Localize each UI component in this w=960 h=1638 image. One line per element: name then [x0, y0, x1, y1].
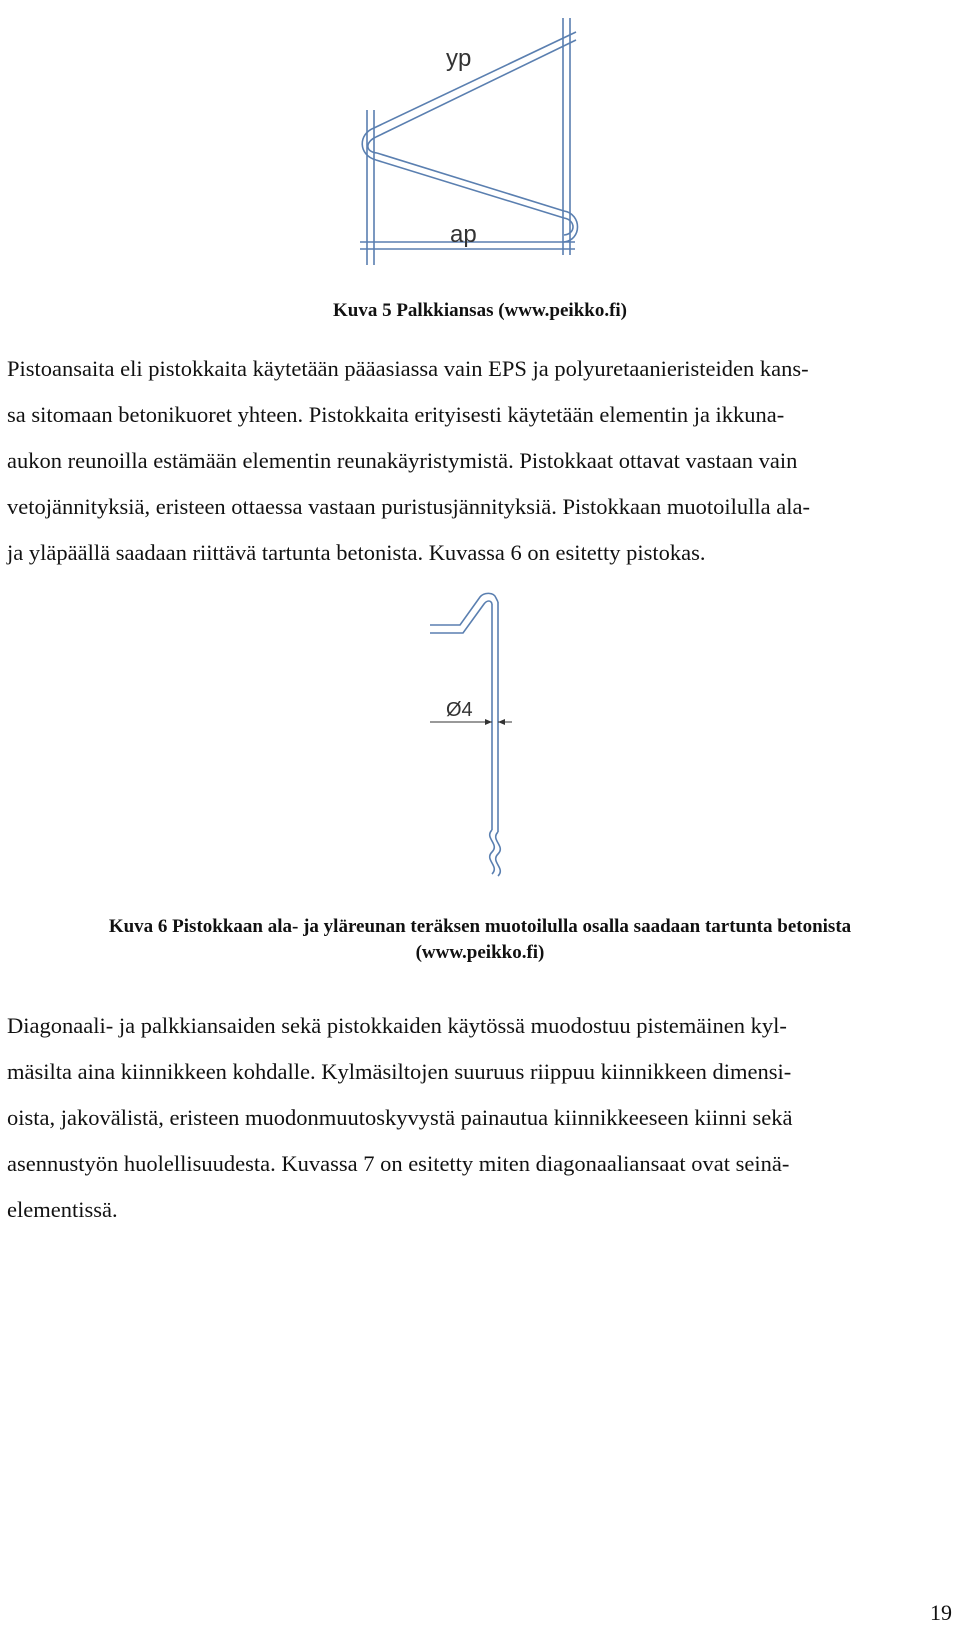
figure-6-caption — [0, 914, 960, 966]
paragraph-2 — [7, 1003, 937, 1233]
figure-6-caption-line-2: (www.peikko.fi) — [415, 942, 545, 963]
paragraph-1 — [7, 346, 937, 576]
text-line: sa sitomaan betonikuoret yhteen. Pistokkaita erityisesti käytetään elementin ja ikkuna- — [7, 402, 785, 427]
text-line: Pistoansaita eli pistokkaita käytetään pääasiassa vain EPS ja polyuretaanieristeiden kans- — [7, 356, 809, 381]
figure-6-pin-drawing — [430, 592, 550, 892]
text-line: Diagonaali- ja palkkiansaiden sekä pistokkaiden käytössä muodostuu pistemäinen kyl- — [7, 1013, 787, 1038]
figure-5-label-ap: ap — [450, 221, 477, 248]
figure-6-dimension-label: Ø4 — [446, 699, 473, 721]
text-line: ja yläpäällä saadaan riittävä tartunta betonista. Kuvassa 6 on esitetty pistokas. — [7, 540, 706, 565]
text-line: asennustyön huolellisuudesta. Kuvassa 7 on esitetty miten diagonaaliansaat ovat seinä- — [7, 1151, 790, 1176]
figure-5-truss-drawing — [350, 10, 590, 270]
figure-5-label-yp: yp — [446, 45, 472, 72]
text-line: elementissä. — [7, 1197, 118, 1222]
text-line: oista, jakovälistä, eristeen muodonmuutoskyvystä painautua kiinnikkeeseen kiinni sekä — [7, 1105, 793, 1130]
page-number: 19 — [930, 1600, 952, 1625]
text-line: mäsilta aina kiinnikkeen kohdalle. Kylmäsiltojen suuruus riippuu kiinnikkeen dimensi- — [7, 1059, 792, 1084]
text-line: aukon reunoilla estämään elementin reunakäyristymistä. Pistokkaat ottavat vastaan vain — [7, 448, 798, 473]
text-line: vetojännityksiä, eristeen ottaessa vastaan puristusjännityksiä. Pistokkaan muotoilulla ala- — [7, 494, 810, 519]
figure-6-caption-line-1: Kuva 6 Pistokkaan ala- ja yläreunan teräksen muotoilulla osalla saadaan tartunta betonista — [108, 916, 852, 937]
figure-5-caption: Kuva 5 Palkkiansas (www.peikko.fi) — [332, 300, 628, 321]
